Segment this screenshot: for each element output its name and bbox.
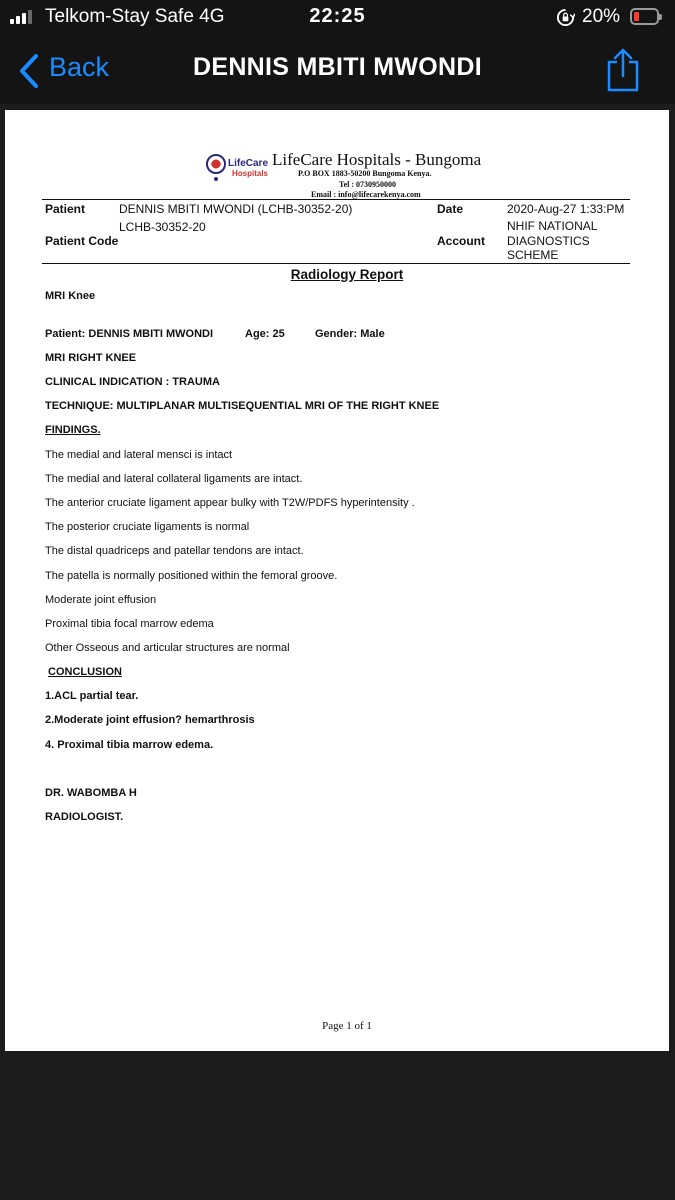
battery-icon bbox=[630, 8, 659, 25]
conclusion-item: 2.Moderate joint effusion? hemarthrosis bbox=[45, 714, 255, 726]
report-title: Radiology Report bbox=[290, 267, 404, 282]
patient-code-value: LCHB-30352-20 bbox=[119, 220, 206, 234]
patient-line-name: Patient: DENNIS MBITI MWONDI bbox=[45, 328, 214, 340]
page-number: Page 1 of 1 bbox=[322, 1020, 372, 1032]
navigation-bar bbox=[0, 36, 675, 104]
patient-value: DENNIS MBITI MWONDI (LCHB-30352-20) bbox=[119, 202, 353, 216]
date-value: 2020-Aug-27 1:33:PM bbox=[507, 202, 625, 216]
logo-text-line2: Hospitals bbox=[232, 169, 269, 178]
conclusion-heading: CONCLUSION bbox=[48, 666, 122, 678]
header-divider-top bbox=[42, 199, 630, 200]
hospital-address: P.O BOX 1883-50200 Bungoma Kenya. bbox=[298, 169, 432, 178]
finding-item: The distal quadriceps and patellar tendons are intact. bbox=[45, 545, 304, 557]
conclusion-item: 1.ACL partial tear. bbox=[45, 690, 139, 702]
hospital-tel: Tel : 0730950000 bbox=[339, 180, 397, 189]
finding-item: Moderate joint effusion bbox=[45, 594, 157, 606]
finding-item: The posterior cruciate ligaments is normal bbox=[45, 521, 250, 533]
date-label: Date bbox=[437, 202, 464, 216]
study-name: MRI RIGHT KNEE bbox=[45, 352, 137, 364]
doctor-title: RADIOLOGIST. bbox=[45, 811, 124, 823]
finding-item: Other Osseous and articular structures are normal bbox=[45, 642, 290, 654]
hospital-name: LifeCare Hospitals - Bungoma bbox=[272, 150, 482, 169]
hospital-logo bbox=[205, 152, 267, 184]
status-time: 22:25 bbox=[309, 5, 366, 27]
finding-item: Proximal tibia focal marrow edema bbox=[45, 618, 214, 630]
findings-heading: FINDINGS. bbox=[45, 424, 101, 436]
share-icon[interactable] bbox=[605, 48, 641, 92]
page-title: DENNIS MBITI MWONDI bbox=[192, 53, 482, 81]
hospital-email: Email : info@lifecarekenya.com bbox=[311, 190, 421, 199]
technique: TECHNIQUE: MULTIPLANAR MULTISEQUENTIAL MRI OF THE RIGHT KNEE bbox=[45, 400, 440, 412]
account-label: Account bbox=[437, 234, 485, 248]
finding-item: The medial and lateral mensci is intact bbox=[45, 449, 233, 461]
report-document[interactable] bbox=[5, 110, 669, 1051]
finding-item: The patella is normally positioned within the femoral groove. bbox=[45, 570, 338, 582]
patient-line-gender: Gender: Male bbox=[315, 328, 385, 340]
patient-label: Patient bbox=[45, 202, 86, 216]
account-value-line3: SCHEME bbox=[507, 248, 559, 262]
finding-item: The anterior cruciate ligament appear bulky with T2W/PDFS hyperintensity . bbox=[45, 497, 415, 509]
clinical-indication: CLINICAL INDICATION : TRAUMA bbox=[45, 376, 220, 388]
battery-percentage: 20% bbox=[582, 6, 621, 27]
header-divider-bottom bbox=[42, 263, 630, 264]
status-bar bbox=[0, 0, 675, 36]
back-button-label: Back bbox=[49, 52, 110, 82]
lifecare-logo-icon bbox=[205, 152, 227, 184]
logo-text-line1: LifeCare bbox=[228, 158, 269, 169]
orientation-lock-icon bbox=[556, 8, 575, 27]
exam-type: MRI Knee bbox=[45, 290, 96, 302]
finding-item: The medial and lateral collateral ligaments are intact. bbox=[45, 473, 303, 485]
conclusion-item: 4. Proximal tibia marrow edema. bbox=[45, 739, 214, 751]
doctor-name: DR. WABOMBA H bbox=[45, 787, 137, 799]
carrier-name: Telkom-Stay Safe 4G bbox=[45, 6, 225, 27]
account-value-line1: NHIF NATIONAL bbox=[507, 219, 598, 233]
account-value-line2: DIAGNOSTICS bbox=[507, 234, 590, 248]
patient-line-age: Age: 25 bbox=[245, 328, 285, 340]
patient-code-label: Patient Code bbox=[45, 234, 119, 248]
